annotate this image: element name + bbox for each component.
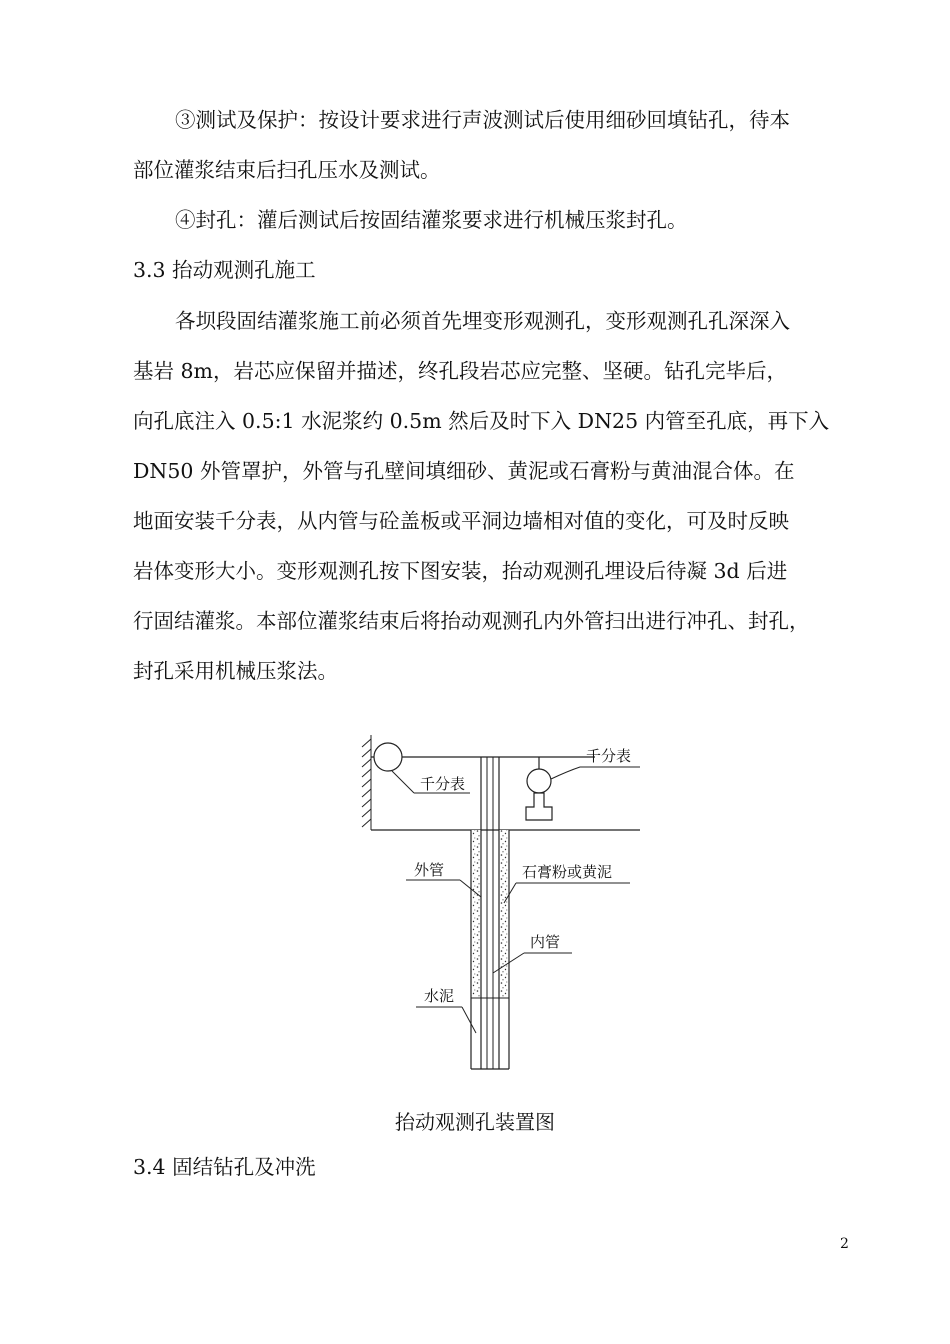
paragraph-line: 部位灌浆结束后扫孔压水及测试。 <box>133 158 441 182</box>
figure-caption: 抬动观测孔装置图 <box>395 1110 555 1134</box>
paragraph-line: ④封孔：灌后测试后按固结灌浆要求进行机械压浆封孔。 <box>175 208 688 232</box>
paragraph-line: DN50 外管罩护，外管与孔壁间填细砂、黄泥或石膏粉与黄油混合体。在 <box>133 459 795 483</box>
paragraph-line: ③测试及保护：按设计要求进行声波测试后使用细砂回填钻孔，待本 <box>175 108 790 132</box>
paragraph-line: 地面安装千分表，从内管与砼盖板或平洞边墙相对值的变化，可及时反映 <box>133 509 789 533</box>
dial-gauge-right <box>527 769 551 793</box>
paragraph-line: 各坝段固结灌浆施工前必须首先埋变形观测孔，变形观测孔孔深深入 <box>175 309 790 333</box>
leader-line <box>462 1007 476 1033</box>
fill-annulus-left <box>471 830 481 998</box>
label-outer-pipe: 外管 <box>414 861 445 879</box>
dial-gauge-left <box>374 743 402 771</box>
section-heading: 3.4 固结钻孔及冲洗 <box>133 1155 316 1179</box>
gauge-support <box>526 793 552 820</box>
paragraph-line: 岩体变形大小。变形观测孔按下图安装，抬动观测孔埋设后待凝 3d 后进 <box>133 559 788 583</box>
section-heading: 3.3 抬动观测孔施工 <box>133 258 316 282</box>
label-gauge-right: 千分表 <box>586 747 632 765</box>
paragraph-line: 封孔采用机械压浆法。 <box>133 659 338 683</box>
label-inner-pipe: 内管 <box>530 933 561 951</box>
leader-line <box>392 771 414 793</box>
paragraph-line: 基岩 8m，岩芯应保留并描述，终孔段岩芯应完整、坚硬。钻孔完毕后， <box>133 359 787 383</box>
page-number: 2 <box>840 1236 849 1252</box>
leader-line <box>551 767 640 779</box>
wall-hatching <box>362 735 371 830</box>
paragraph-line: 向孔底注入 0.5:1 水泥浆约 0.5m 然后及时下入 DN25 内管至孔底，再下入 <box>133 409 830 433</box>
label-fill: 石膏粉或黄泥 <box>522 863 613 881</box>
paragraph-line: 行固结灌浆。本部位灌浆结束后将抬动观测孔内外管扫出进行冲孔、封孔， <box>133 609 810 633</box>
fill-annulus-right <box>499 830 509 998</box>
label-gauge-left: 千分表 <box>420 775 466 793</box>
uplift-observation-hole-figure <box>340 725 650 1085</box>
label-cement: 水泥 <box>424 987 455 1005</box>
